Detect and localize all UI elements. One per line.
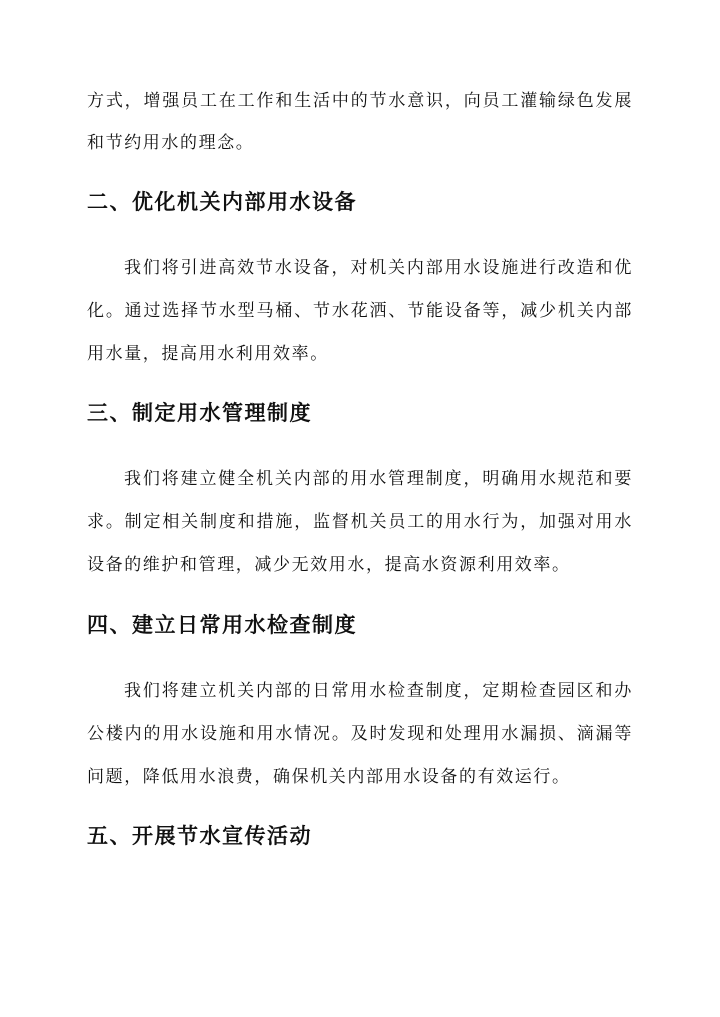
paragraph-line: 我们将建立机关内部的日常用水检查制度，定期检查园区和办: [124, 681, 633, 701]
paragraph-line: 问题，降低用水浪费，确保机关内部用水设备的有效运行。: [87, 767, 571, 787]
paragraph-line: 用水量，提高用水利用效率。: [87, 344, 329, 364]
paragraph-line: 和节约用水的理念。: [87, 133, 255, 153]
section-heading: 五、开展节水宣传活动: [87, 823, 312, 848]
paragraph-line: 求。制定相关制度和措施，监督机关员工的用水行为，加强对用水: [87, 512, 633, 532]
paragraph-line: 公楼内的用水设施和用水情况。及时发现和处理用水漏损、滴漏等: [87, 724, 633, 744]
paragraph-line: 化。通过选择节水型马桶、节水花洒、节能设备等，减少机关内部: [87, 301, 633, 321]
section-heading: 三、制定用水管理制度: [87, 400, 312, 425]
section-heading: 二、优化机关内部用水设备: [87, 189, 357, 214]
paragraph-line: 我们将引进高效节水设备，对机关内部用水设施进行改造和优: [124, 258, 633, 278]
paragraph-line: 我们将建立健全机关内部的用水管理制度，明确用水规范和要: [124, 469, 633, 489]
section-heading: 四、建立日常用水检查制度: [87, 612, 357, 637]
paragraph-line: 设备的维护和管理，减少无效用水，提高水资源利用效率。: [87, 555, 571, 575]
paragraph-line: 方式，增强员工在工作和生活中的节水意识，向员工灌输绿色发展: [87, 91, 633, 111]
